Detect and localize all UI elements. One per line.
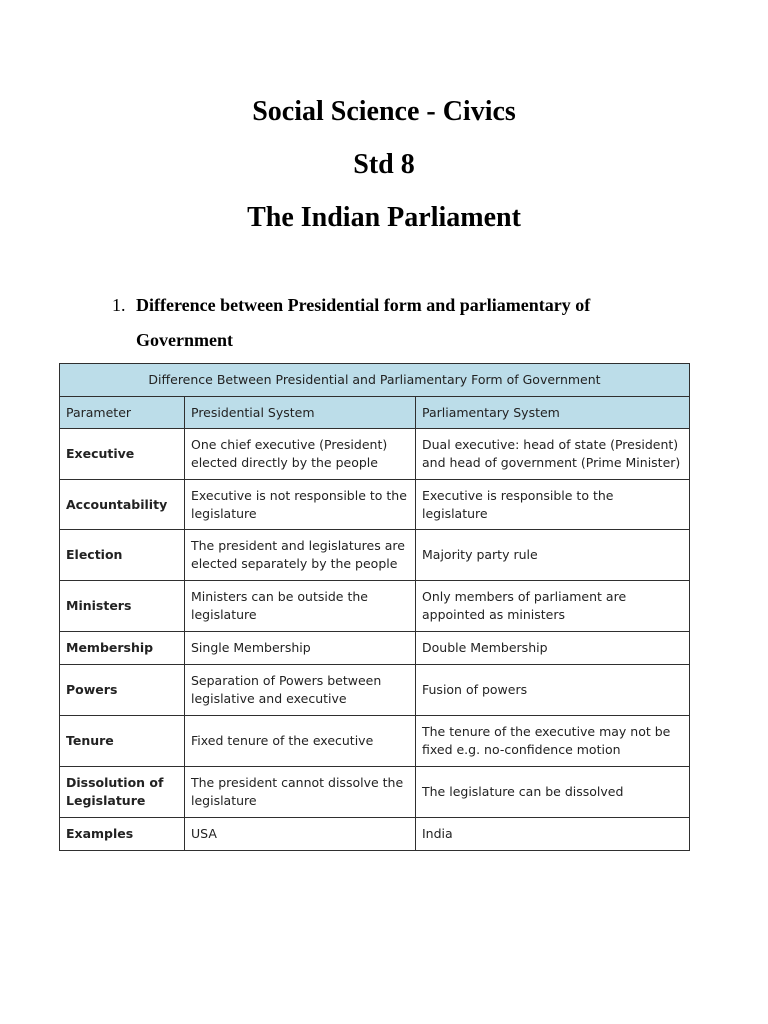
row-parameter: Ministers bbox=[60, 581, 185, 632]
table-row bbox=[60, 716, 690, 767]
table-header-row bbox=[60, 397, 690, 429]
row-presidential: Executive is not responsible to the legislature bbox=[185, 480, 416, 530]
row-parameter: Accountability bbox=[60, 480, 185, 530]
row-parameter: Executive bbox=[60, 429, 185, 480]
row-presidential: USA bbox=[185, 818, 416, 851]
row-parliamentary: The tenure of the executive may not be fixed e.g. no-confidence motion bbox=[416, 716, 690, 767]
table-row bbox=[60, 429, 690, 480]
header-presidential: Presidential System bbox=[185, 397, 416, 429]
comparison-table bbox=[59, 363, 690, 851]
header-parliamentary: Parliamentary System bbox=[416, 397, 690, 429]
table-row bbox=[60, 632, 690, 665]
row-presidential: The president and legislatures are elected separately by the people bbox=[185, 530, 416, 581]
row-parliamentary: Executive is responsible to the legislature bbox=[416, 480, 690, 530]
row-parameter: Dissolution of Legislature bbox=[60, 767, 185, 818]
row-presidential: Ministers can be outside the legislature bbox=[185, 581, 416, 632]
row-parliamentary: Majority party rule bbox=[416, 530, 690, 581]
row-presidential: One chief executive (President) elected directly by the people bbox=[185, 429, 416, 480]
standard-label: Std 8 bbox=[353, 149, 415, 180]
row-presidential: Single Membership bbox=[185, 632, 416, 665]
row-parameter: Election bbox=[60, 530, 185, 581]
table-title: Difference Between Presidential and Parliamentary Form of Government bbox=[60, 364, 690, 397]
row-parameter: Powers bbox=[60, 665, 185, 716]
row-parliamentary: Only members of parliament are appointed as ministers bbox=[416, 581, 690, 632]
table-row bbox=[60, 581, 690, 632]
row-parliamentary: Fusion of powers bbox=[416, 665, 690, 716]
question-text: Difference between Presidential form and parliamentary of Government bbox=[136, 295, 591, 350]
table-row bbox=[60, 818, 690, 851]
table-row bbox=[60, 530, 690, 581]
table-row bbox=[60, 665, 690, 716]
row-parliamentary: The legislature can be dissolved bbox=[416, 767, 690, 818]
row-parameter: Tenure bbox=[60, 716, 185, 767]
row-presidential: Separation of Powers between legislative and executive bbox=[185, 665, 416, 716]
row-presidential: The president cannot dissolve the legislature bbox=[185, 767, 416, 818]
row-parliamentary: India bbox=[416, 818, 690, 851]
table-row bbox=[60, 480, 690, 530]
header-parameter: Parameter bbox=[60, 397, 185, 429]
subject-title: Social Science - Civics bbox=[252, 96, 516, 127]
table-title-row bbox=[60, 364, 690, 397]
row-presidential: Fixed tenure of the executive bbox=[185, 716, 416, 767]
row-parliamentary: Dual executive: head of state (President) and head of government (Prime Minister) bbox=[416, 429, 690, 480]
question-number: 1. bbox=[112, 295, 126, 315]
chapter-title: The Indian Parliament bbox=[247, 202, 521, 233]
question-item bbox=[112, 288, 672, 358]
table-row bbox=[60, 767, 690, 818]
row-parliamentary: Double Membership bbox=[416, 632, 690, 665]
row-parameter: Examples bbox=[60, 818, 185, 851]
row-parameter: Membership bbox=[60, 632, 185, 665]
